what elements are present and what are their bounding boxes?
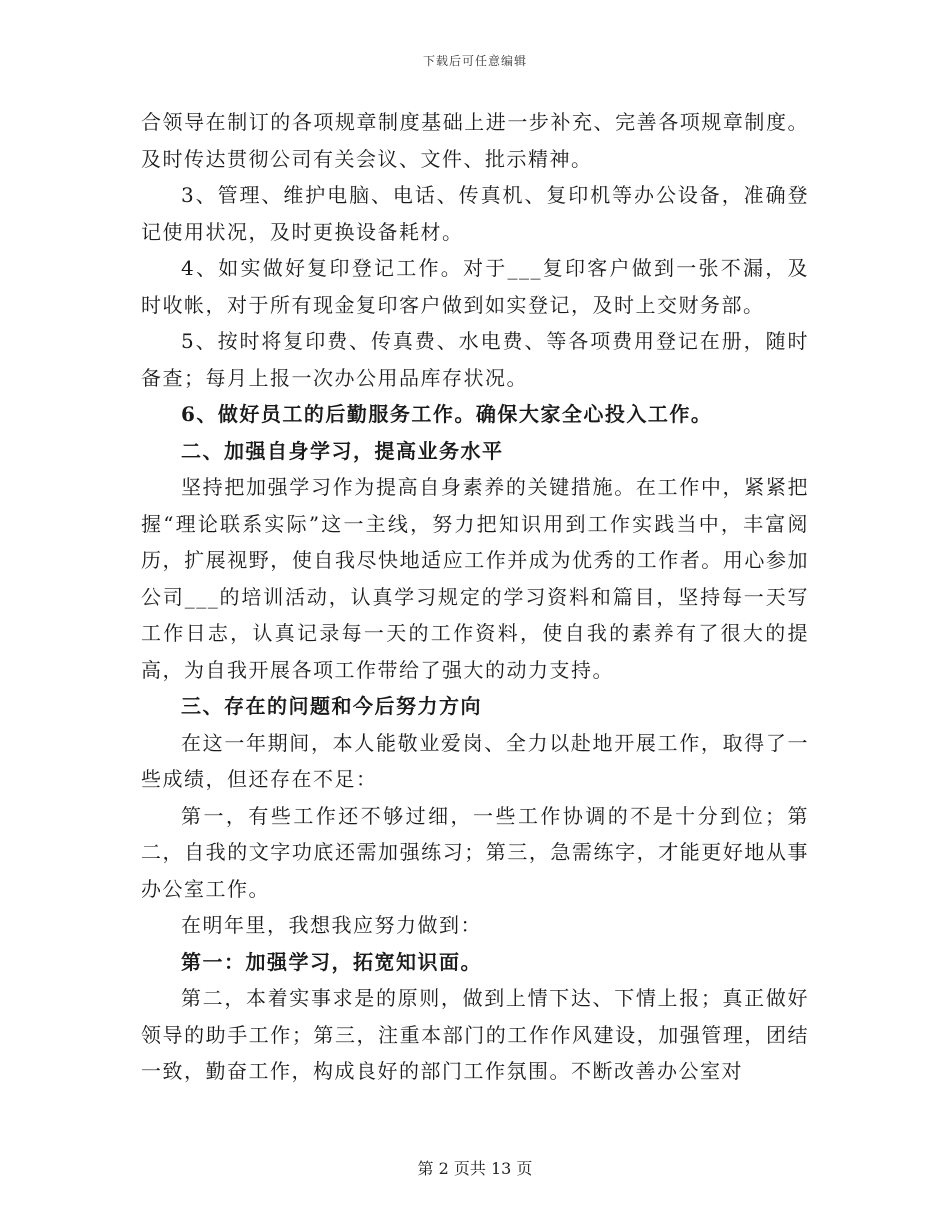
page-header: 下载后可任意编辑	[422, 54, 527, 68]
paragraph-8: 第一，有些工作还不够过细，一些工作协调的不是十分到位；第二，自我的文字功底还需加强练习；第三，急需练字，才能更好地从事办公室工作。	[141, 803, 809, 901]
page-footer: 第 2 页共 13 页	[417, 1159, 533, 1178]
paragraph-11: 第二，本着实事求是的原则，做到上情下达、下情上报；真正做好领导的助手工作；第三，注重本部门的工作作风建设，加强管理，团结一致，勤奋工作，构成良好的部门工作氛围。不断改善办公室对	[141, 986, 809, 1083]
paragraph-10: 第一：加强学习，拓宽知识面。	[181, 949, 482, 974]
paragraph-6: 坚持把加强学习作为提高自身素养的关键措施。在工作中，紧紧把握“理论联系实际”这一主线，努力把知识用到工作实践当中，丰富阅历，扩展视野，使自我尽快地适应工作并成为优秀的工作者。用心参加公司___的培训活动，认真学习规定的学习资料和篇目，坚持每一天写工作日志，认真记录每一天的工作资料，使自我的素养有了很大的提高，为自我开展各项工作带给了强大的动力支持。	[141, 475, 809, 682]
paragraph-5: 6、做好员工的后勤服务工作。确保大家全心投入工作。	[181, 402, 713, 426]
paragraph-9: 在明年里，我想我应努力做到：	[181, 913, 482, 937]
section-heading-3: 三、存在的问题和今后努力方向	[181, 694, 482, 718]
paragraph-3: 4、如实做好复印登记工作。对于___复印客户做到一张不漏，及时收帐，对于所有现金复印客户做到如实登记，及时上交财务部。	[141, 256, 809, 317]
paragraph-7: 在这一年期间，本人能敬业爱岗、全力以赴地开展工作，取得了一些成绩，但还存在不足：	[141, 730, 809, 791]
section-heading-2: 二、加强自身学习，提高业务水平	[181, 438, 504, 463]
paragraph-1: 合领导在制订的各项规章制度基础上进一步补充、完善各项规章制度。及时传达贯彻公司有关会议、文件、批示精神。	[141, 110, 809, 171]
paragraph-2: 3、管理、维护电脑、电话、传真机、复印机等办公设备，准确登记使用状况，及时更换设备耗材。	[141, 183, 809, 244]
paragraph-4: 5、按时将复印费、传真费、水电费、等各项费用登记在册，随时备查；每月上报一次办公用品库存状况。	[141, 329, 809, 390]
document-body	[141, 104, 809, 1090]
